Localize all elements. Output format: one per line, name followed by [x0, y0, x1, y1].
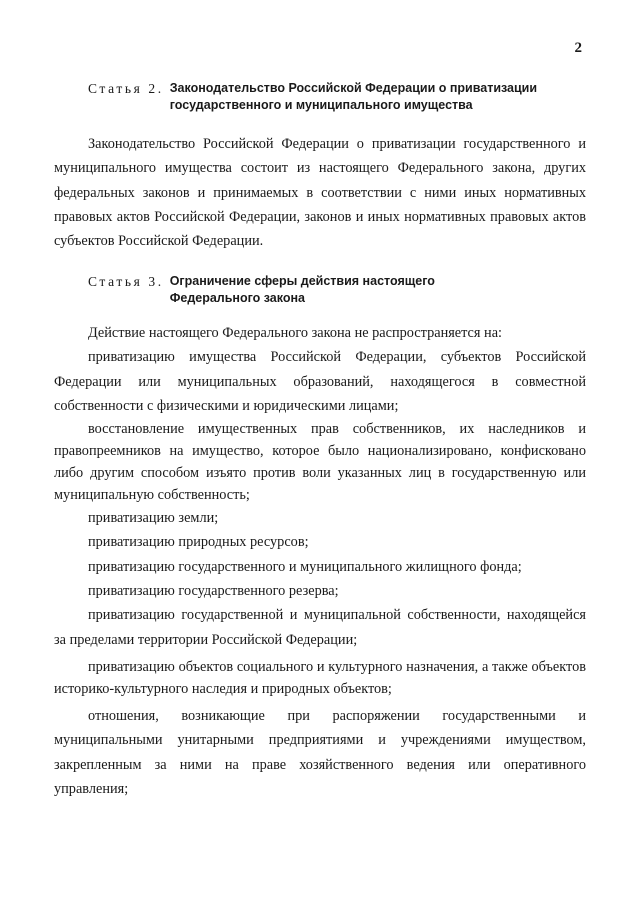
article-2 — [54, 80, 586, 253]
article-2-title-line-1: Законодательство Российской Федерации о приватизации — [169, 81, 538, 95]
article-2-heading — [88, 80, 586, 114]
article-3-item: отношения, возникающие при распоряжении государственными и муниципальными унитарными предприятиями и учреждениями имуществом, закрепленным за ними на праве хозяйственного ведения или оперативного управления; — [54, 707, 586, 797]
article-3-heading — [88, 273, 586, 307]
article-2-label: Статья 2. — [88, 81, 164, 96]
article-3-label: Статья 3. — [88, 274, 164, 289]
article-2-body: Законодательство Российской Федерации о приватизации государственного и муниципального имущества состоит из настоящего Федерального закона, других федеральных законов и принимаемых в соответствии с ними иных нормативных правовых актов Российской Федерации, законов и иных нормативных правовых актов субъектов Российской Федерации. — [54, 136, 586, 250]
article-3-item: приватизацию природных ресурсов; — [88, 534, 309, 551]
article-3 — [54, 273, 586, 801]
article-3-item: восстановление имущественных прав собственников, их наследников и правопреемников на имущество, которое было национализировано, конфисковано либо другим способом изъято против воли указанных лиц в государственную или муниципальную собственность; — [54, 421, 586, 504]
article-3-item: приватизацию государственной и муниципальной собственности, находящейся за пределами территории Российской Федерации; — [54, 607, 586, 648]
article-3-intro: Действие настоящего Федерального закона не распространяется на: — [88, 325, 503, 341]
article-2-title-line-2: государственного и муниципального имущества — [169, 98, 473, 112]
article-3-item: приватизацию объектов социального и культурного назначения, а также объектов историко-культурного наследия и природных объектов; — [54, 658, 586, 697]
page-number: 2 — [574, 40, 582, 56]
article-2-title — [170, 80, 537, 114]
article-3-title-line-2: Федерального закона — [169, 291, 305, 305]
article-3-item: приватизацию земли; — [88, 510, 219, 527]
article-3-item: приватизацию государственного и муниципального жилищного фонда; — [88, 558, 522, 575]
article-3-title-line-1: Ограничение сферы действия настоящего — [169, 274, 435, 288]
article-3-title — [170, 273, 435, 307]
article-3-item: приватизацию имущества Российской Федерации, субъектов Российской Федерации или муниципальных образований, находящегося в совместной собственности с физическими и юридическими лицами; — [54, 349, 586, 414]
article-3-item: приватизацию государственного резерва; — [88, 583, 339, 600]
